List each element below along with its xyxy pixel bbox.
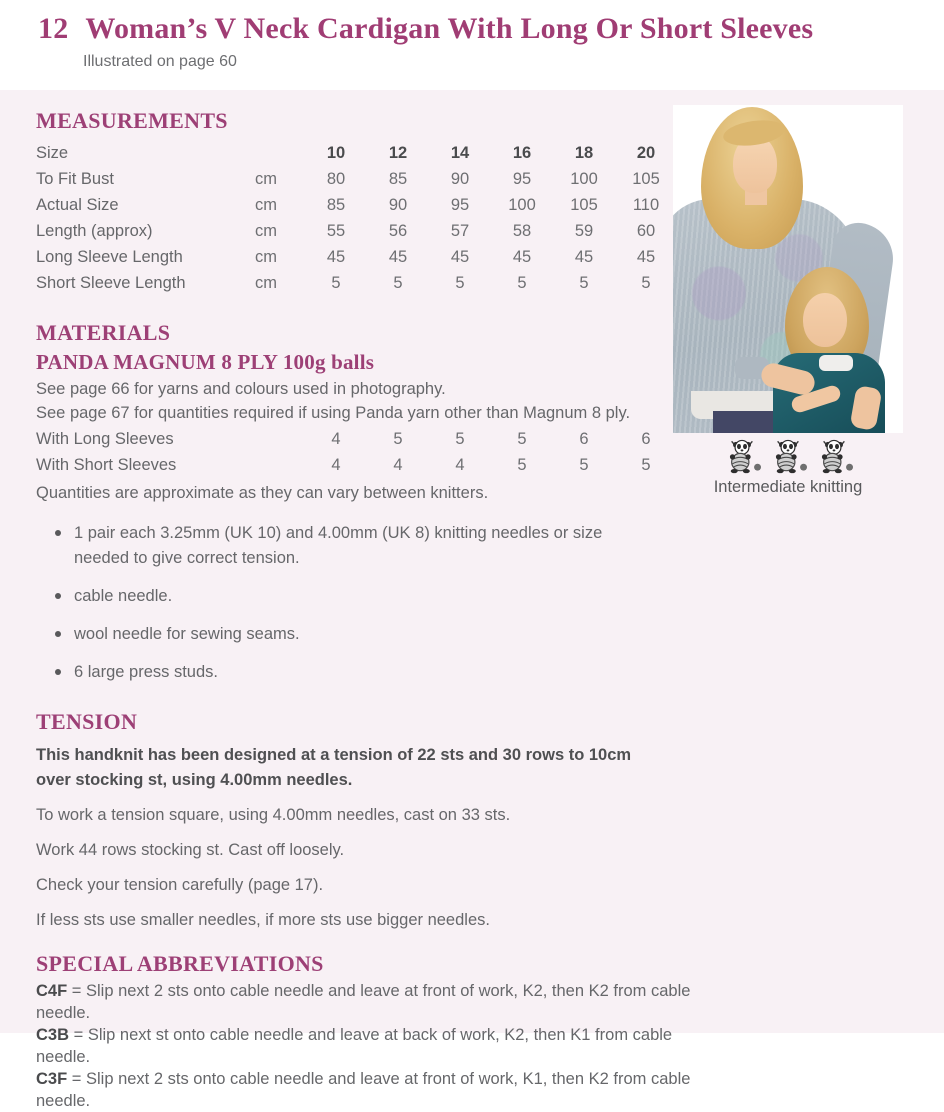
measure-value: 105 — [570, 195, 598, 214]
materials-note: See page 67 for quantities required if using Panda yarn other than Magnum 8 ply. — [36, 404, 631, 422]
size-label: Size — [36, 143, 69, 162]
skill-level-icons — [673, 437, 903, 475]
abbreviation-definition — [36, 1068, 726, 1112]
special-abbreviations-heading: SPECIAL ABBREVIATIONS — [36, 951, 324, 976]
tension-bold-text: This handknit has been designed at a tension of 22 sts and 30 rows to 10cm over stocking st, using 4.00mm needles. — [36, 746, 632, 789]
unit-cell — [255, 140, 305, 166]
abbreviation-text: = Slip next st onto cable needle and leave at back of work, K2, then K1 from cable needle. — [36, 1026, 673, 1066]
table-row — [36, 426, 677, 452]
measure-value: 5 — [579, 273, 589, 292]
size-row — [36, 140, 677, 166]
size-value: 14 — [450, 143, 470, 162]
measure-value: 59 — [574, 221, 594, 240]
measure-label: Actual Size — [36, 195, 119, 214]
abbreviation-text: = Slip next 2 sts onto cable needle and leave at front of work, K1, then K2 from cable needle. — [36, 1070, 691, 1110]
quantity-label: With Long Sleeves — [36, 429, 174, 448]
measure-value: 100 — [508, 195, 536, 214]
skill-level-badge — [673, 437, 903, 497]
table-row — [36, 270, 677, 296]
quantity-value: 4 — [393, 455, 403, 474]
measure-unit: cm — [255, 273, 277, 292]
measurements-heading: MEASUREMENTS — [36, 108, 228, 133]
measure-value: 5 — [641, 273, 651, 292]
measure-value: 5 — [455, 273, 465, 292]
measure-value: 85 — [388, 169, 408, 188]
quantity-value: 4 — [455, 455, 465, 474]
measure-value: 110 — [632, 195, 660, 214]
measure-value: 5 — [517, 273, 527, 292]
abbreviation-term: C3B — [36, 1026, 70, 1044]
measure-value: 58 — [512, 221, 532, 240]
tension-paragraph: If less sts use smaller needles, if more sts use bigger needles. — [36, 911, 490, 929]
measure-value: 90 — [450, 169, 470, 188]
measure-value: 57 — [450, 221, 470, 240]
garment-photo — [673, 105, 903, 433]
measure-unit: cm — [255, 195, 277, 214]
table-row — [36, 452, 677, 478]
quantity-value: 5 — [455, 429, 465, 448]
tension-paragraph: Work 44 rows stocking st. Cast off loosely. — [36, 841, 345, 859]
measure-value: 5 — [393, 273, 403, 292]
table-row — [36, 166, 677, 192]
materials-note: See page 66 for yarns and colours used in photography. — [36, 380, 446, 398]
size-value: 16 — [512, 143, 532, 162]
measure-value: 90 — [388, 195, 408, 214]
list-item: wool needle for sewing seams. — [55, 622, 649, 647]
quantity-value: 6 — [641, 429, 651, 448]
list-item: 1 pair each 3.25mm (UK 10) and 4.00mm (UK 8) knitting needles or size needed to give correct tension. — [55, 521, 649, 571]
size-value: 18 — [574, 143, 594, 162]
abbreviation-term: C3F — [36, 1070, 68, 1088]
panda-knitting-icon — [815, 437, 853, 475]
materials-note: Quantities are approximate as they can vary between knitters. — [36, 484, 489, 502]
page-title: Woman’s V Neck Cardigan With Long Or Short Sleeves — [85, 12, 814, 45]
list-item: cable needle. — [55, 584, 649, 609]
measure-value: 100 — [570, 169, 598, 188]
measure-value: 45 — [326, 247, 346, 266]
quantity-value: 5 — [517, 455, 527, 474]
tension-paragraph: Check your tension carefully (page 17). — [36, 876, 324, 894]
measure-unit: cm — [255, 221, 277, 240]
pattern-body — [36, 100, 736, 1112]
measure-value: 95 — [512, 169, 532, 188]
measure-unit: cm — [255, 247, 277, 266]
quantity-value: 4 — [331, 429, 341, 448]
measure-value: 56 — [388, 221, 408, 240]
measure-value: 45 — [512, 247, 532, 266]
quantity-value: 5 — [641, 455, 651, 474]
list-item: 6 large press studs. — [55, 660, 649, 685]
quantity-value: 6 — [579, 429, 589, 448]
quantity-label: With Short Sleeves — [36, 455, 177, 474]
measure-value: 80 — [326, 169, 346, 188]
quantity-value: 5 — [517, 429, 527, 448]
table-row — [36, 218, 677, 244]
quantity-value: 5 — [393, 429, 403, 448]
measure-label: Short Sleeve Length — [36, 273, 186, 292]
skill-level-caption: Intermediate knitting — [713, 478, 863, 496]
panda-knitting-icon — [723, 437, 761, 475]
measure-value: 55 — [326, 221, 346, 240]
measure-value: 95 — [450, 195, 470, 214]
abbreviation-text: = Slip next 2 sts onto cable needle and leave at front of work, K2, then K2 from cable needle. — [36, 982, 691, 1022]
measure-value: 105 — [632, 169, 660, 188]
measure-label: Length (approx) — [36, 221, 153, 240]
table-row — [36, 192, 677, 218]
abbreviation-definition — [36, 980, 726, 1024]
panda-knitting-icon — [769, 437, 807, 475]
abbreviation-definition — [36, 1024, 726, 1068]
materials-list — [36, 521, 736, 685]
quantity-value: 4 — [331, 455, 341, 474]
measure-value: 45 — [388, 247, 408, 266]
materials-heading: MATERIALS — [36, 320, 171, 345]
measure-value: 45 — [636, 247, 656, 266]
measure-label: To Fit Bust — [36, 169, 114, 188]
yarn-subheading: PANDA MAGNUM 8 PLY 100g balls — [36, 350, 375, 374]
measure-label: Long Sleeve Length — [36, 247, 183, 266]
yarn-quantity-table — [36, 426, 677, 478]
measurements-table — [36, 140, 677, 296]
size-value: 20 — [636, 143, 656, 162]
girl-collar-shape — [819, 355, 853, 371]
tension-paragraph: To work a tension square, using 4.00mm needles, cast on 33 sts. — [36, 806, 511, 824]
quantity-value: 5 — [579, 455, 589, 474]
girl-face-shape — [803, 293, 847, 347]
size-value: 12 — [388, 143, 408, 162]
illustrated-note: Illustrated on page 60 — [83, 53, 237, 70]
table-row — [36, 244, 677, 270]
measure-value: 5 — [331, 273, 341, 292]
tension-heading: TENSION — [36, 709, 138, 734]
pattern-number: 12 — [38, 12, 69, 45]
measure-value: 45 — [574, 247, 594, 266]
measure-unit: cm — [255, 169, 277, 188]
measure-value: 60 — [636, 221, 656, 240]
measure-value: 45 — [450, 247, 470, 266]
measure-value: 85 — [326, 195, 346, 214]
page-header — [38, 12, 813, 71]
abbreviation-term: C4F — [36, 982, 68, 1000]
size-value: 10 — [326, 143, 346, 162]
